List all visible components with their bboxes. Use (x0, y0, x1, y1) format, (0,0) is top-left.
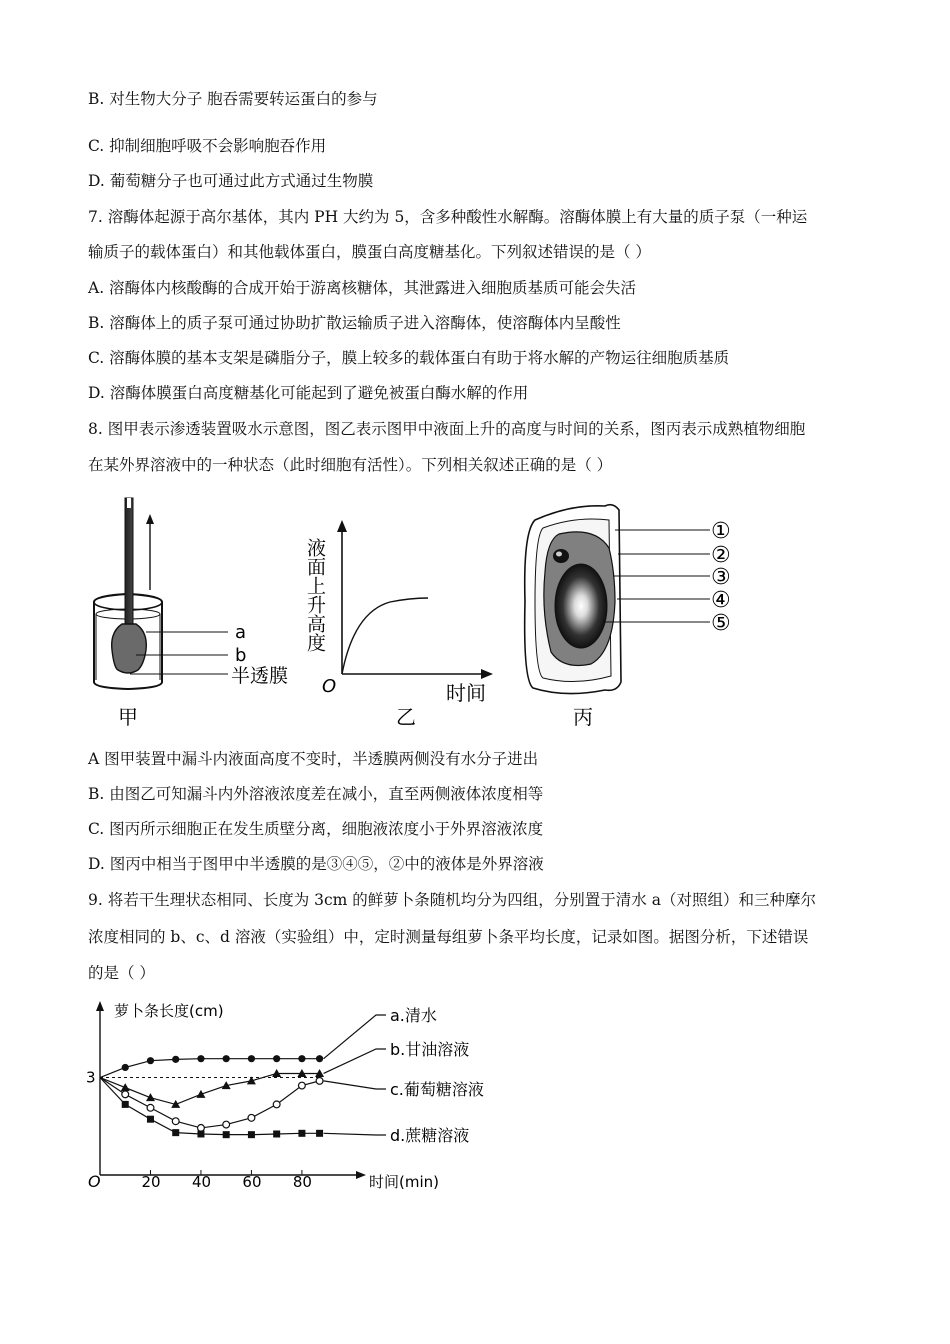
q7-option-a: A. 溶酶体内核酸酶的合成开始于游离核糖体，其泄露进入细胞质基质可能会失活 (88, 279, 637, 297)
data-point (299, 1082, 306, 1089)
data-point (316, 1130, 323, 1137)
y-axis-label: 萝卜条长度(cm) (114, 1002, 224, 1020)
data-point (273, 1055, 280, 1062)
data-point (172, 1129, 179, 1136)
yi-caption: 乙 (396, 705, 416, 729)
data-point (121, 1083, 130, 1091)
legend-label: d.蔗糖溶液 (390, 1126, 470, 1145)
legend-leader (324, 1015, 386, 1059)
data-point (316, 1077, 323, 1084)
q8-stem-line2: 在某外界溶液中的一种状态（此时细胞有活性）。下列相关叙述正确的是（ ） (88, 456, 613, 474)
data-point (223, 1131, 230, 1138)
q6-option-d: D. 葡萄糖分子也可通过此方式通过生物膜 (88, 172, 374, 190)
data-point (122, 1101, 129, 1108)
q9-stem-line3: 的是（ ） (88, 964, 155, 982)
q9-stem-line1: 9. 将若干生理状态相同、长度为 3cm 的鲜萝卜条随机均分为四组，分别置于清水 a（对照组）和三种摩尔 (88, 891, 816, 909)
data-point (298, 1055, 305, 1062)
yi-curve (342, 598, 428, 674)
y-tick-label: 3 (86, 1068, 96, 1087)
q7-option-d: D. 溶酶体膜蛋白高度糖基化可能起到了避免被蛋白酶水解的作用 (88, 384, 529, 402)
q9-stem-line2: 浓度相同的 b、c、d 溶液（实验组）中，定时测量每组萝卜条平均长度，记录如图。据图分析，下述错误 (88, 928, 809, 946)
data-point (248, 1114, 255, 1121)
data-point (223, 1121, 230, 1128)
q8-option-d: D. 图丙中相当于图甲中半透膜的是③④⑤，②中的液体是外界溶液 (88, 855, 544, 873)
x-axis-label: 时间(min) (369, 1173, 439, 1191)
legend-label: a.清水 (390, 1006, 437, 1025)
x-tick-label: 20 (141, 1173, 161, 1191)
bing-label-5: ⑤ (711, 611, 731, 636)
bing-label-2: ② (711, 543, 731, 568)
jia-label-b: b (235, 645, 247, 666)
q6-option-b: B. 对生物大分子 胞吞需要转运蛋白的参与 (88, 90, 378, 108)
y-axis-arrow (96, 1001, 104, 1011)
data-point (147, 1116, 154, 1123)
origin-label: O (88, 1172, 101, 1191)
q9-line-chart (80, 995, 484, 1200)
data-point (197, 1055, 204, 1062)
q7-option-b: B. 溶酶体上的质子泵可通过协助扩散运输质子进入溶酶体，使溶酶体内呈酸性 (88, 314, 621, 332)
legend-label: c.葡萄糖溶液 (390, 1080, 484, 1099)
legend-leader (324, 1081, 386, 1089)
figure-bing (505, 492, 765, 732)
figure-yi (304, 492, 500, 732)
x-axis-arrow (356, 1171, 366, 1179)
data-point (298, 1130, 305, 1137)
data-point (273, 1101, 280, 1108)
x-tick-label: 40 (191, 1173, 212, 1191)
data-point (223, 1055, 230, 1062)
series-line-3 (100, 1078, 320, 1135)
data-point (198, 1125, 205, 1132)
data-point (172, 1118, 179, 1125)
data-point (248, 1131, 255, 1138)
data-point (122, 1091, 129, 1098)
q8-stem-line1: 8. 图甲表示渗透装置吸水示意图，图乙表示图甲中液面上升的高度与时间的关系，图丙表示成熟植物细胞 (88, 420, 806, 438)
legend-leader (324, 1133, 386, 1135)
bing-label-3: ③ (711, 565, 731, 590)
jia-label-a: a (235, 622, 247, 643)
data-point (197, 1130, 204, 1137)
q8-option-a: A 图甲装置中漏斗内液面高度不变时，半透膜两侧没有水分子进出 (88, 750, 539, 768)
q8-option-b: B. 由图乙可知漏斗内外溶液浓度差在减小，直至两侧液体浓度相等 (88, 785, 544, 803)
yi-origin: O (322, 676, 337, 697)
bing-label-4: ④ (711, 588, 731, 613)
bing-label-1: ① (711, 519, 731, 544)
series-line-2 (100, 1078, 320, 1128)
jia-caption: 甲 (118, 705, 138, 729)
data-point (146, 1093, 155, 1101)
q8-option-c: C. 图丙所示细胞正在发生质壁分离，细胞液浓度小于外界溶液浓度 (88, 820, 544, 838)
legend-leader (324, 1049, 386, 1073)
data-point (147, 1104, 154, 1111)
q7-stem-line1: 7. 溶酶体起源于高尔基体，其内 PH 大约为 5，含多种酸性水解酶。溶酶体膜上有大量的质子泵（一种运 (88, 208, 808, 226)
data-point (172, 1056, 179, 1063)
q6-option-c: C. 抑制细胞呼吸不会影响胞吞作用 (88, 137, 327, 155)
data-point (147, 1057, 154, 1064)
x-tick-label: 60 (242, 1173, 262, 1191)
bing-caption: 丙 (573, 705, 593, 729)
jia-label-membrane: 半透膜 (231, 665, 289, 687)
x-tick-label: 80 (292, 1173, 312, 1191)
legend-label: b.甘油溶液 (390, 1040, 470, 1059)
series-line-0 (100, 1059, 320, 1078)
data-point (248, 1055, 255, 1062)
yi-ylabel: 液面上升高度 (304, 538, 326, 652)
q7-stem-line2: 输质子的载体蛋白）和其他载体蛋白，膜蛋白高度糖基化。下列叙述错误的是（ ） (88, 243, 651, 261)
q7-option-c: C. 溶酶体膜的基本支架是磷脂分子，膜上较多的载体蛋白有助于将水解的产物运往细胞质基质 (88, 349, 730, 367)
yi-xlabel: 时间 (446, 681, 486, 705)
data-point (316, 1055, 323, 1062)
figure-jia (88, 492, 308, 732)
series-line-1 (100, 1073, 320, 1104)
data-point (122, 1064, 129, 1071)
data-point (273, 1130, 280, 1137)
